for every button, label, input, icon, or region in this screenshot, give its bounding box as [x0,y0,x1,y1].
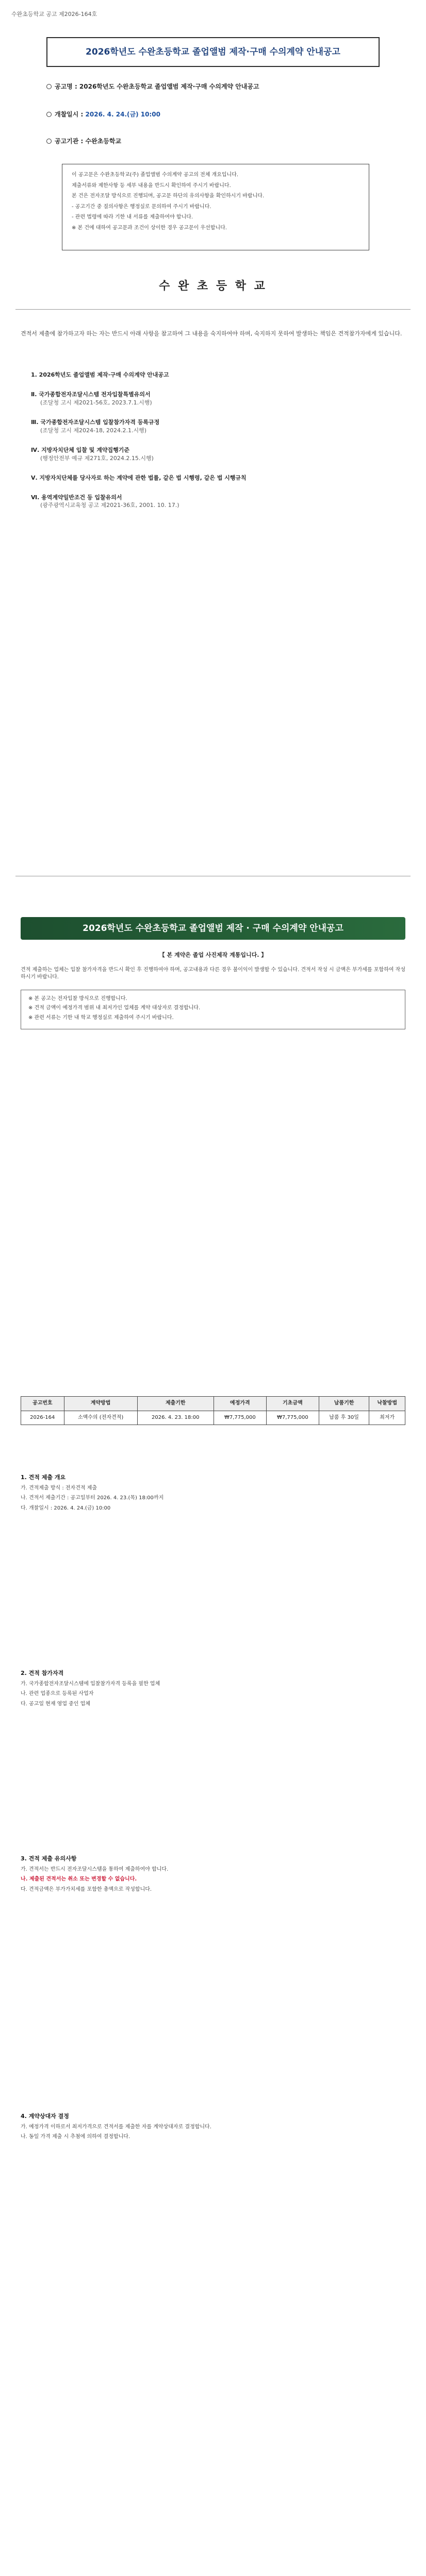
body-paragraph: 견적서 제출에 참가하고자 하는 자는 반드시 아래 사항을 참고하여 그 내용을 숙지하여야 하며, 숙지하지 못하여 발생하는 책임은 견적참가자에게 있습니다. [21,330,402,337]
info-open [46,110,160,119]
law-item-title: 1. 2026학년도 졸업앨범 제작·구매 수의계약 안내공고 [31,371,169,378]
law-item [31,494,392,510]
notice-line: 본 건은 전자조달 방식으로 진행되며, 공고문 하단의 유의사항을 확인하시기 바랍니다. [72,193,265,199]
table-cell: ₩7,775,000 [266,1411,319,1425]
table-header: 계약방법 [64,1397,137,1411]
section-title: 3. 견적 제출 유의사항 [21,1855,77,1862]
section-overview [21,1473,405,1515]
document-ref: 수완초등학교 공고 제2026-164호 [11,11,97,18]
table-header: 예정가격 [214,1397,266,1411]
section-line: 가. 견적제출 방식 : 전자견적 제출 [21,1485,97,1491]
title-box [46,37,380,67]
announcement-banner [21,917,405,940]
banner-subtitle: 【 본 계약은 졸업 사진제작 계통입니다. 】 [159,952,267,958]
section-line-highlight: 나. 제출된 견적서는 취소 또는 변경할 수 없습니다. [21,1876,137,1883]
table-header: 제출기한 [137,1397,214,1411]
table-cell: ₩7,775,000 [214,1411,266,1425]
table-header: 공고번호 [21,1397,64,1411]
table-cell: 소액수의 (전자견적) [64,1411,137,1425]
circle-bullet-icon [46,112,52,117]
box-line: ※ 관련 서류는 기한 내 학교 행정실로 제출하여 주시기 바랍니다. [28,1014,174,1021]
notice-label: 공고명 : 2026학년도 수완초등학교 졸업앨범 제작·구매 수의계약 안내공고 [55,83,259,90]
schedule-table [21,1396,405,1425]
law-item [31,391,392,407]
divider [15,309,411,310]
law-item-title: Ⅵ. 용역계약일반조건 등 입찰유의서 [31,494,122,501]
section-line: 다. 공고일 현재 영업 중인 업체 [21,1701,90,1707]
section-award [21,2112,405,2144]
table-header-row [21,1397,405,1411]
law-list [31,371,392,521]
section-title: 4. 계약상대자 결정 [21,2113,69,2120]
table-cell: 2026. 4. 23. 18:00 [137,1411,214,1425]
announcement-paragraph: 견적 제출하는 업체는 입찰 참가자격을 반드시 확인 후 진행하여야 하며, 공고내용과 다른 경우 불이익이 발생할 수 있습니다. 견적서 작성 시 금액은 부가세를 포함하여 작성하시기 바랍니다. [21,967,406,980]
page-title: 2026학년도 수완초등학교 졸업앨범 제작·구매 수의계약 안내공고 [86,46,340,57]
law-item [31,446,392,463]
table-header: 기초금액 [266,1397,319,1411]
announcement-section [21,917,405,1029]
open-value: 2026. 4. 24.(금) 10:00 [85,111,160,118]
section-cautions [21,1855,405,1896]
law-item-title: Ⅴ. 지방자치단체를 당사자로 하는 계약에 관한 법률, 같은 법 시행령, 같은 법 시행규칙 [31,474,247,481]
school-name: 수 완 초 등 학 교 [159,280,267,293]
table-header: 낙찰방법 [369,1397,405,1411]
table-cell: 납품 후 30일 [319,1411,369,1425]
law-item [31,371,392,379]
notice-line: 이 공고문은 수완초등학교(주) 졸업앨범 수의계약 공고의 전체 개요입니다. [72,172,239,178]
info-org [46,137,121,146]
info-notice [46,82,259,91]
table-cell: 2026-164 [21,1411,64,1425]
law-item-sub: (광주광역시교육청 공고 제2021-36호, 2001. 10. 17.) [40,502,179,509]
section-line: 나. 동일 가격 제출 시 추첨에 의하여 결정합니다. [21,2134,130,2140]
org-label: 공고기관 : 수완초등학교 [55,138,122,145]
notice-line: - 관련 법령에 따라 기한 내 서류를 제출하여야 합니다. [72,214,193,220]
notice-line: - 공고기간 중 질의사항은 행정실로 문의하여 주시기 바랍니다. [72,204,211,210]
notice-line: ※ 본 건에 대하여 공고문과 조건이 상이한 경우 공고문이 우선합니다. [72,225,227,231]
law-item-sub: (조달청 고시 제2024-18, 2024.2.1.시행) [40,427,147,434]
law-item-title: Ⅱ. 국가종합전자조달시스템 전자입찰특별유의서 [31,391,151,398]
section-line: 가. 국가종합전자조달시스템에 입찰참가자격 등록을 필한 업체 [21,1681,160,1687]
law-item-title: Ⅲ. 국가종합전자조달시스템 입찰참가자격 등록규정 [31,418,160,426]
section-line: 다. 견적금액은 부가가치세를 포함한 총액으로 작성합니다. [21,1886,152,1892]
section-eligibility [21,1669,405,1710]
table-cell: 최저가 [369,1411,405,1425]
section-line: 가. 예정가격 이하로서 최저가격으로 견적서를 제출한 자를 계약상대자로 결정합니다. [21,2124,211,2130]
announcement-box [21,990,405,1030]
section-line: 나. 관련 업종으로 등록된 사업자 [21,1691,94,1697]
notice-box [62,164,369,250]
section-line: 가. 견적서는 반드시 전자조달시스템을 통하여 제출하여야 합니다. [21,1866,169,1872]
law-item [31,418,392,435]
open-label: 개찰일시 : [55,111,86,118]
circle-bullet-icon [46,139,52,144]
section-title: 2. 견적 참가자격 [21,1670,64,1676]
section-line: 나. 견적서 제출기간 : 공고일부터 2026. 4. 23.(목) 18:00까지 [21,1495,164,1501]
law-item-title: Ⅳ. 지방자치단체 입찰 및 계약집행기준 [31,446,129,453]
table-header: 납품기한 [319,1397,369,1411]
circle-bullet-icon [46,84,52,89]
table-row [21,1411,405,1425]
section-line: 다. 개찰일시 : 2026. 4. 24.(금) 10:00 [21,1505,111,1511]
notice-line: 제출서류와 제한사항 등 세부 내용을 반드시 확인하여 주시기 바랍니다. [72,182,231,189]
law-item [31,474,392,482]
banner-title: 2026학년도 수완초등학교 졸업앨범 제작 · 구매 수의계약 안내공고 [83,923,343,934]
box-line: ※ 본 공고는 전자입찰 방식으로 진행합니다. [28,995,127,1002]
box-line: ※ 견적 금액이 예정가격 범위 내 최저가인 업체를 계약 대상자로 결정합니다. [28,1005,201,1011]
section-title: 1. 견적 제출 개요 [21,1474,66,1481]
law-item-sub: (조달청 고시 제2021-56호, 2023.7.1.시행) [40,399,152,406]
law-item-sub: (행정안전부 예규 제271호, 2024.2.15.시행) [40,454,154,462]
